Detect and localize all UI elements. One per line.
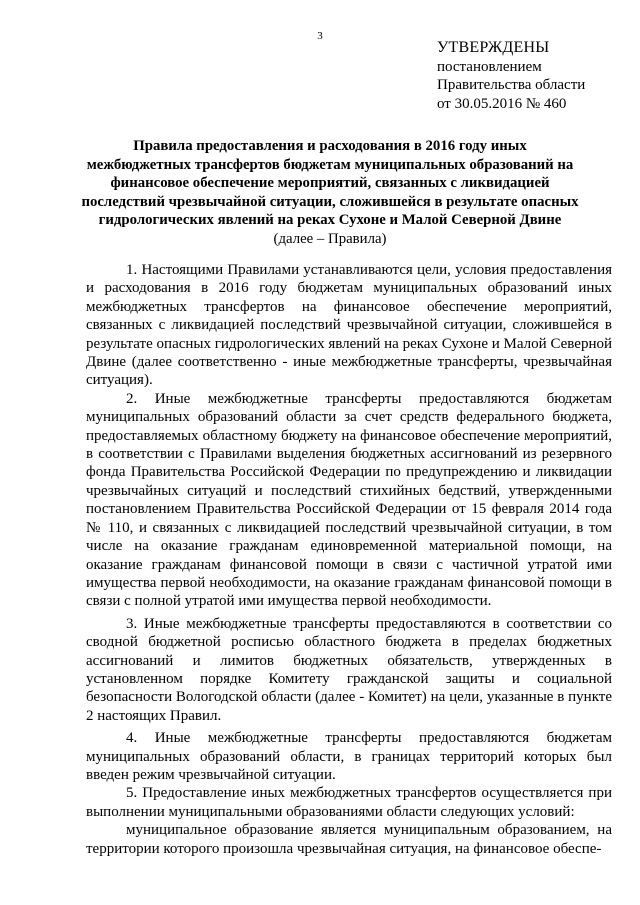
document-body [86, 261, 612, 858]
approval-heading: УТВЕРЖДЕНЫ [437, 39, 550, 56]
title-line: финансовое обеспечение мероприятий, связанных с ликвидацией [110, 175, 550, 192]
paragraph-5: 5. Предоставление иных межбюджетных трансфертов осуществляется при выполнении муниципальными образованиями области следующих условий: [86, 785, 612, 820]
title-line: межбюджетных трансфертов бюджетам муниципальных образований на [86, 156, 574, 173]
paragraph-2: 2. Иные межбюджетные трансферты предоставляются бюджетам муниципальных образований области за счет средств федерального бюджета, предоставляемых областному бюджету на финансовое обеспечение мероприятий, в соответствии с Правилами выделения бюджетных ассигнований из резервного фонда Правительства Российской Федерации по предупреждению и ликвидации чрезвычайных ситуаций и последствий стихийных бедствий, утвержденными постановлением Правительства Российской Федерации от 15 февраля 2014 года № 110, и связанных с ликвидацией последствий чрезвычайной ситуации, в том числе на оказание гражданам единовременной материальной помощи, на оказание гражданам финансовой помощи в связи с частичной утратой ими имущества первой необходимости, на оказание гражданам финансовой помощи в связи с полной утратой ими имущества первой необходимости. [86, 390, 612, 610]
title-line: гидрологических явлений на реках Сухоне и Малой Северной Двине [98, 212, 562, 229]
title-subtitle: (далее – Правила) [273, 230, 387, 247]
title-line: Правила предоставления и расходования в 2016 году иных [133, 138, 527, 154]
paragraph-4: 4. Иные межбюджетные трансферты предоставляются бюджетам муниципальных образований области, в границах территорий которых был введен режим чрезвычайной ситуации. [86, 730, 612, 783]
paragraph-3: 3. Иные межбюджетные трансферты предоставляются в соответствии со сводной бюджетной росписью областного бюджета в пределах бюджетных ассигнований и лимитов бюджетных обязательств, утвержденных в установленном порядке Комитету гражданской защиты и социальной безопасности Вологодской области (далее - Комитет) на цели, указанные в пункте 2 настоящих Правил. [86, 615, 612, 724]
approval-line: постановлением [437, 58, 542, 75]
paragraph-6: муниципальное образование является муниципальным образованием, на территории которого произошла чрезвычайная ситуация, на финансовое обеспе- [86, 822, 612, 857]
document-title [80, 137, 580, 249]
paragraph-1: 1. Настоящими Правилами устанавливаются цели, условия предоставления и расходования в 2016 году бюджетам муниципальных образований иных межбюджетных трансфертов на финансовое обеспечение мероприятий, связанных с ликвидацией последствий чрезвычайной ситуации, сложившейся в результате опасных гидрологических явлений на реках Сухоне и Малой Северной Двине (далее соответственно - иные межбюджетные трансферты, чрезвычайная ситуация). [86, 262, 612, 389]
page-number: 3 [317, 30, 323, 42]
approval-line: Правительства области [437, 77, 586, 93]
title-line: последствий чрезвычайной ситуации, сложившейся в результате опасных [81, 193, 579, 210]
approval-date-line: от 30.05.2016 № 460 [437, 95, 567, 112]
approval-stamp [437, 39, 585, 113]
title-heading [80, 137, 580, 230]
